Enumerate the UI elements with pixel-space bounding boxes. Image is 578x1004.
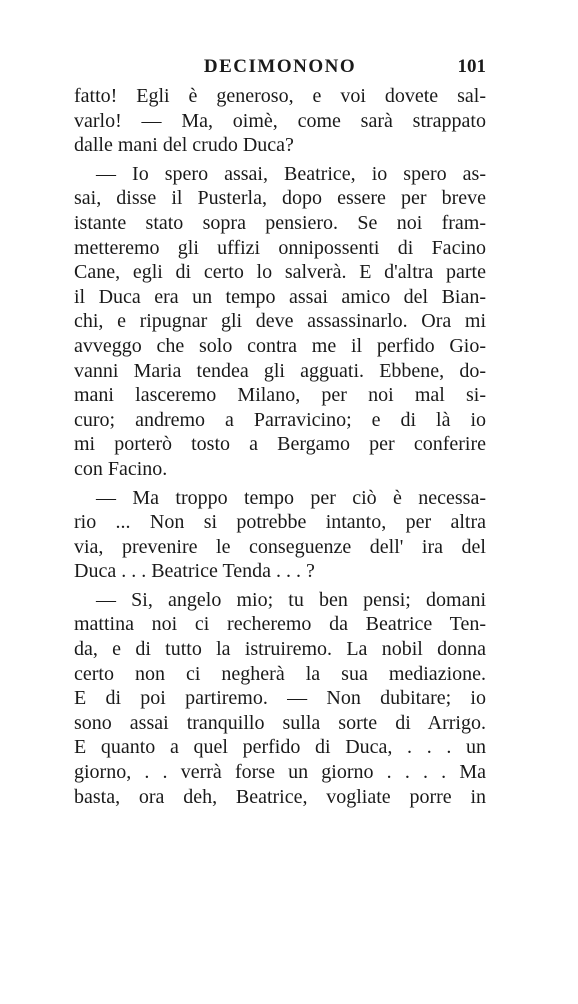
- paragraph-3: [74, 486, 486, 584]
- text-line: metteremo gli uffizi onnipossenti di Facino: [74, 236, 486, 259]
- text-line: E quanto a quel perfido di Duca, . . . un: [74, 736, 486, 759]
- text-line: avveggo che solo contra me il perfido Gio-: [74, 334, 486, 357]
- text-line: mani lasceremo Milano, per noi mal si-: [74, 384, 486, 407]
- text-line: — Si, angelo mio; tu ben pensi; domani: [96, 588, 486, 611]
- paragraph-1: [74, 84, 486, 158]
- text-line: vanni Maria tendea gli agguati. Ebbene, do-: [74, 359, 486, 382]
- text-line: sono assai tranquillo sulla sorte di Arrigo.: [74, 711, 486, 734]
- page-header: [74, 56, 486, 82]
- paragraph-4: [74, 588, 486, 809]
- text-line: chi, e ripugnar gli deve assassinarlo. Ora mi: [74, 310, 486, 333]
- text-line: mattina noi ci recheremo da Beatrice Ten-: [74, 613, 486, 636]
- text-line: Duca . . . Beatrice Tenda . . . ?: [74, 560, 315, 583]
- text-line: E di poi partiremo. — Non dubitare; io: [74, 687, 486, 710]
- text-line: mi porterò tosto a Bergamo per conferire: [74, 433, 486, 456]
- text-line: con Facino.: [74, 457, 168, 480]
- text-line: via, prevenire le conseguenze dell' ira del: [74, 535, 486, 558]
- text-line: istante stato sopra pensiero. Se noi fram-: [74, 211, 486, 234]
- text-line: il Duca era un tempo assai amico del Bian-: [74, 285, 486, 308]
- text-line: dalle mani del crudo Duca?: [74, 134, 294, 157]
- text-line: fatto! Egli è generoso, e voi dovete sal-: [74, 85, 486, 107]
- text-line: varlo! — Ma, oimè, come sarà strappato: [74, 109, 486, 132]
- text-line: basta, ora deh, Beatrice, vogliate porre in: [74, 785, 486, 808]
- text-line: rio ... Non si potrebbe intanto, per altra: [74, 511, 486, 534]
- text-line: sai, disse il Pusterla, dopo essere per breve: [74, 187, 486, 210]
- running-title: DECIMONONO: [203, 56, 357, 77]
- text-line: giorno, . . verrà forse un giorno . . . . Ma: [74, 761, 486, 784]
- text-line: — Ma troppo tempo per ciò è necessa-: [96, 486, 486, 509]
- text-line: Cane, egli di certo lo salverà. E d'altra parte: [74, 261, 486, 284]
- text-line: curo; andremo a Parravicino; e di là io: [74, 408, 486, 431]
- paragraph-2: [74, 162, 486, 482]
- body-text: [74, 84, 486, 809]
- page-number: 101: [457, 56, 486, 77]
- text-line: da, e di tutto la istruiremo. La nobil donna: [74, 638, 486, 661]
- text-line: — Io spero assai, Beatrice, io spero as-: [96, 162, 486, 185]
- text-line: certo non ci negherà la sua mediazione.: [74, 662, 486, 685]
